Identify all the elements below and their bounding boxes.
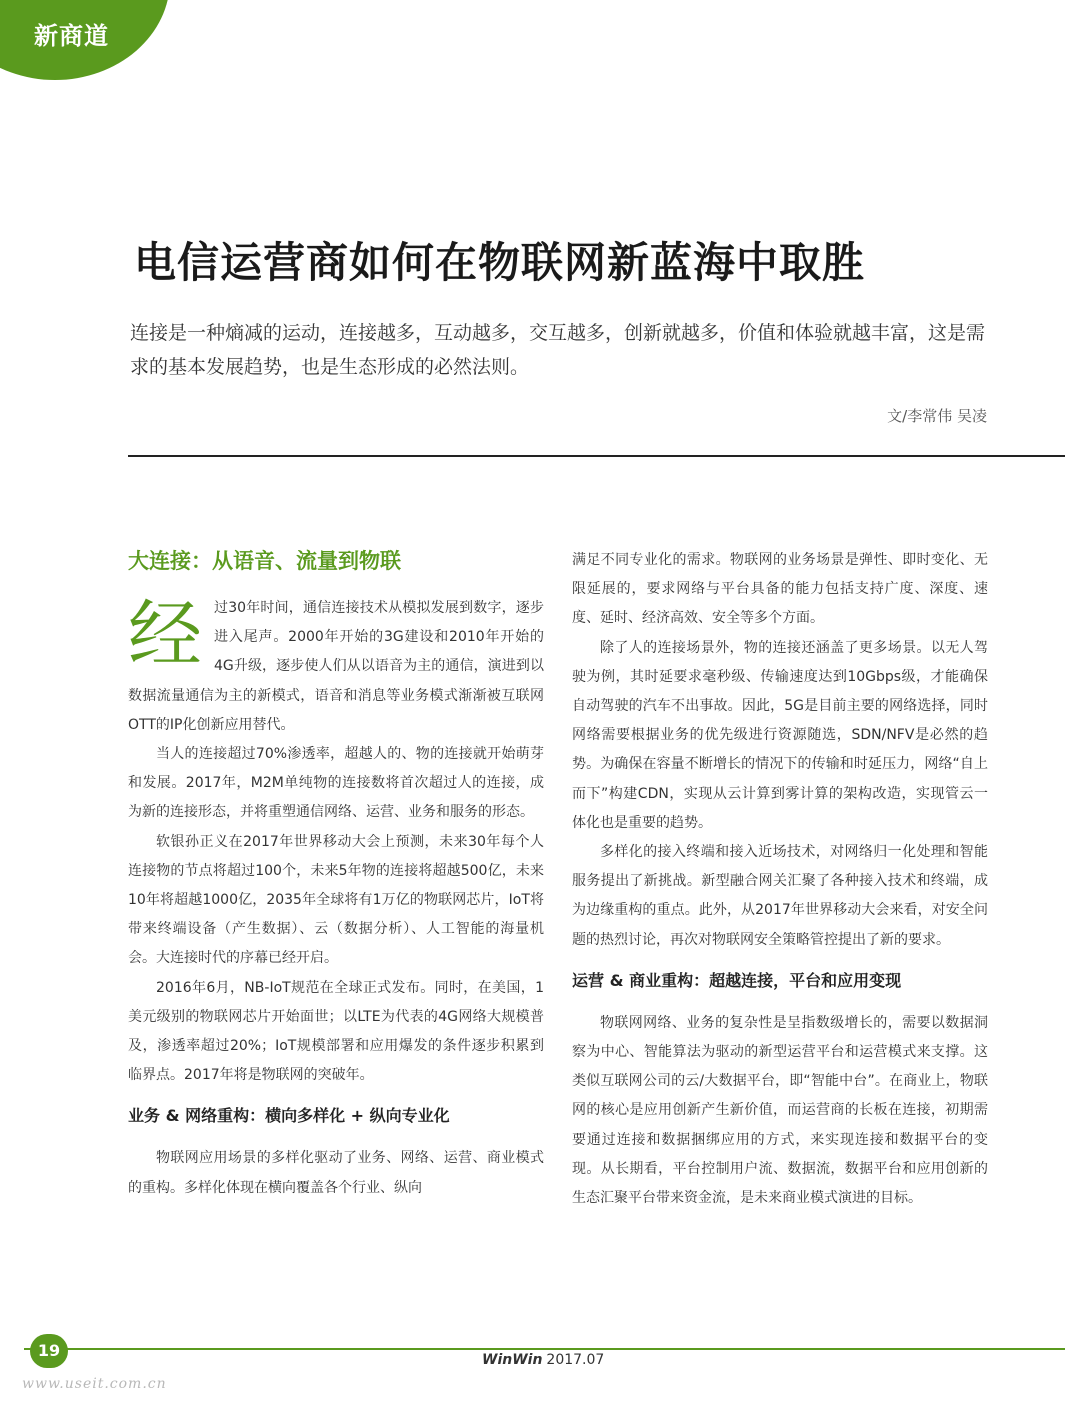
drop-cap: 经 — [128, 592, 202, 678]
right-column — [572, 546, 988, 1213]
paragraph: 满足不同专业化的需求。物联网的业务场景是弹性、即时变化、无限延展的，要求网络与平台具备的能力包括支持广度、深度、速度、延时、经济高效、安全等多个方面。 — [572, 552, 988, 627]
paragraph: 2016年6月，NB-IoT规范在全球正式发布。同时，在美国，1美元级别的物联网芯片开始面世；以LTE为代表的4G网络大规模普及，渗透率超过20%；IoT规模部署和应用爆发的条件逐步积累到临界点。2017年将是物联网的突破年。 — [128, 979, 544, 1084]
paragraph: 当人的连接超过70%渗透率，超越人的、物的连接就开始萌芽和发展。2017年，M2M单纯物的连接数将首次超过人的连接，成为新的连接形态，并将重塑通信网络、运营、业务和服务的形态。 — [128, 746, 544, 821]
header-divider — [128, 455, 1065, 457]
page-number: 19 — [30, 1334, 68, 1368]
left-column — [128, 546, 544, 1203]
paragraph: 除了人的连接场景外，物的连接还涵盖了更多场景。以无人驾驶为例，其时延要求毫秒级、传输速度达到10Gbps级，才能确保自动驾驶的汽车不出事故。因此，5G是目前主要的网络选择，同时网络需要根据业务的优先级进行资源随选，SDN/NFV是必然的趋势。为确保在容量不断增长的情况下的传输和时延压力，网络“自上而下”构建CDN，实现从云计算到雾计算的架构改造，实现管云一体化也是重要的趋势。 — [572, 639, 988, 831]
watermark: www.useit.com.cn — [22, 1376, 167, 1392]
section-heading-2: 业务 & 网络重构：横向多样化 + 纵向专业化 — [128, 1106, 450, 1126]
article-lead: 连接是一种熵减的运动，连接越多，互动越多，交互越多，创新就越多，价值和体验就越丰富，这是需求的基本发展趋势，也是生态形成的必然法则。 — [130, 322, 986, 378]
paragraph: 物联网网络、业务的复杂性是呈指数级增长的，需要以数据洞察为中心、智能算法为驱动的新型运营平台和运营模式来支撑。这类似互联网公司的云/大数据平台，即“智能中台”。在商业上，物联网的核心是应用创新产生新价值，而运营商的长板在连接，初期需要通过连接和数据捆绑应用的方式，来实现连接和数据平台的变现。从长期看，平台控制用户流、数据流，数据平台和应用创新的生态汇聚平台带来资金流，是未来商业模式演进的目标。 — [572, 1014, 988, 1207]
paragraph: 物联网应用场景的多样化驱动了业务、网络、运营、商业模式的重构。多样化体现在横向覆盖各个行业、纵向 — [128, 1150, 544, 1196]
issue-date: 2017.07 — [546, 1352, 605, 1368]
footer-divider — [24, 1348, 1065, 1350]
section-heading-3: 运营 & 商业重构：超越连接，平台和应用变现 — [572, 970, 902, 990]
article-title: 电信运营商如何在物联网新蓝海中取胜 — [134, 238, 866, 287]
section-tag: 新商道 — [34, 22, 109, 50]
author-byline: 文/李常伟 吴凌 — [887, 407, 987, 425]
paragraph: 软银孙正义在2017年世界移动大会上预测，未来30年每个人连接物的节点将超过100个，未来5年物的连接将超越500亿，未来10年将超越1000亿，2035年全球将有1万亿的物联网芯片，IoT将带来终端设备（产生数据）、云（数据分析）、人工智能的海量机会。大连接时代的序幕已经开启。 — [128, 833, 544, 967]
paragraph: 多样化的接入终端和接入近场技术，对网络归一化处理和智能服务提出了新挑战。新型融合网关汇聚了各种接入技术和终端，成为边缘重构的重点。此外，从2017年世界移动大会来看，对安全问题的热烈讨论，再次对物联网安全策略管控提出了新的要求。 — [572, 844, 988, 948]
magazine-name: WinWin — [482, 1352, 543, 1368]
footer-brand — [482, 1352, 604, 1368]
section-heading-1: 大连接：从语音、流量到物联 — [128, 549, 401, 573]
paragraph-intro-text: 过30年时间，通信连接技术从模拟发展到数字，逐步进入尾声。2000年开始的3G建设和2010年开始的4G升级，逐步使人们从以语音为主的通信，演进到以数据流量通信为主的新模式，语音和消息等业务模式渐渐被互联网OTT的IP化创新应用替代。 — [128, 600, 544, 733]
paragraph-intro — [128, 594, 544, 740]
